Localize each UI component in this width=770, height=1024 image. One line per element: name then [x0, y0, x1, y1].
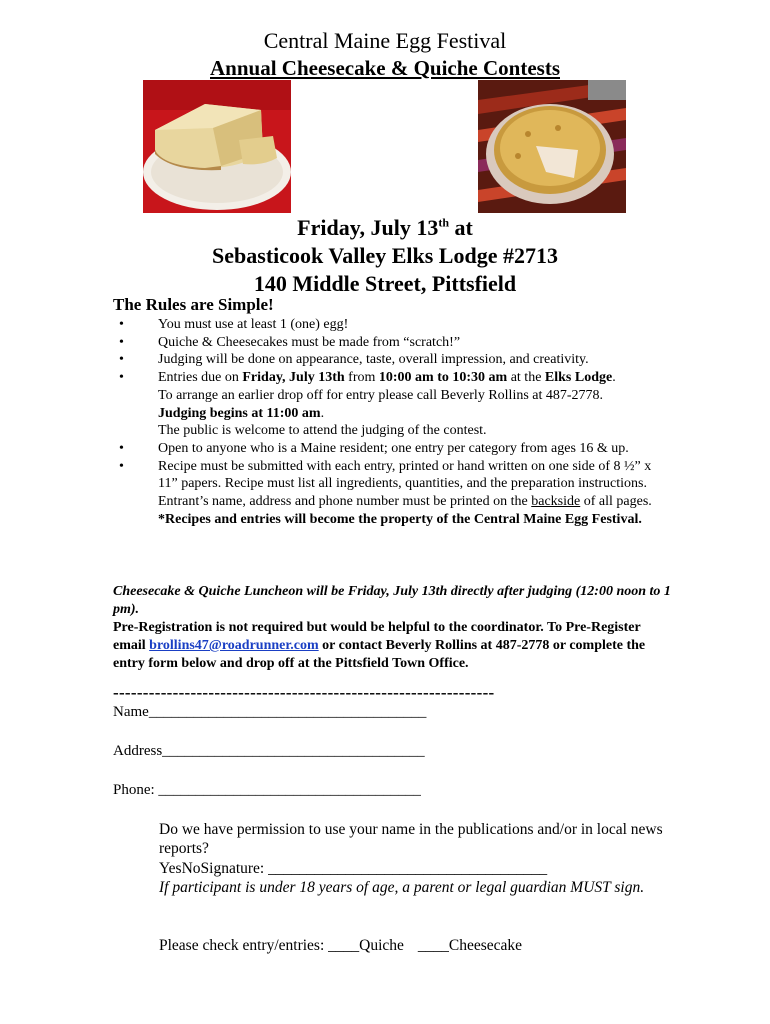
rule-item: • Recipe must be submitted with each entry, printed or hand written on one side of 8 ½” x 11” papers. Recipe must list all ingredients, quantities, and the preparation instructions. Entrant’s name, address and phone number must be printed on the backside of all pages. *Recipes and entries will become the property of the Central Maine Egg Festival. [119, 458, 652, 527]
rules-heading: The Rules are Simple! [113, 295, 274, 314]
rule-item: • Quiche & Cheesecakes must be made from “scratch!” [119, 334, 461, 350]
luncheon-note: Cheesecake & Quiche Luncheon will be Friday, July 13th directly after judging (12:00 noon to 1 pm). [113, 584, 671, 617]
signature-field[interactable]: Signature: ____________________________________ [200, 860, 548, 877]
guardian-note: If participant is under 18 years of age, a parent or legal guardian MUST sign. [159, 879, 645, 896]
event-address: 140 Middle Street, Pittsfield [253, 271, 517, 296]
quiche-photo [478, 80, 626, 213]
cut-divider: ---------------------------------------------------------------- [113, 683, 495, 702]
rules-list [113, 316, 673, 528]
page-subtitle: Annual Cheesecake & Quiche Contests [210, 56, 560, 80]
permission-question: Do we have permission to use your name in the publications and/or in local news reports? [159, 821, 663, 857]
rule-item: • Judging will be done on appearance, taste, overall impression, and creativity. [119, 352, 589, 368]
address-field[interactable]: Address___________________________________ [113, 743, 425, 759]
phone-field[interactable]: Phone: ___________________________________ [113, 782, 421, 798]
entry-check-row [159, 936, 669, 955]
yes-option[interactable]: Yes [159, 860, 182, 877]
event-date: Friday, July 13th at [297, 215, 473, 240]
rule-item: • Open to anyone who is a Maine resident; one entry per category from ages 16 & up. [119, 440, 629, 456]
rule-item: • You must use at least 1 (one) egg! [119, 317, 349, 332]
permission-answer-row [159, 859, 669, 878]
no-option[interactable]: No [181, 860, 201, 877]
cheesecake-checkbox[interactable]: ____Cheesecake [417, 937, 523, 954]
rule-item: • Entries due on Friday, July 13th from 10:00 am to 10:30 am at the Elks Lodge. To arrange an earlier drop off for entry please call Beverly Rollins at 487-2778. Judging begins at 11:00 am. The public is welcome to attend the judging of the contest. [119, 370, 616, 439]
preregistration-note: Pre-Registration is not required but would be helpful to the coordinator. To Pre-Register email brollins47@roadrunner.com or contact Beverly Rollins at 487-2778 or complete the entry form below and drop off at the Pittsfield Town Office. [113, 620, 646, 671]
cheesecake-photo [143, 80, 291, 213]
email-link[interactable]: brollins47@roadrunner.com [149, 638, 319, 653]
event-venue: Sebasticook Valley Elks Lodge #2713 [212, 243, 558, 268]
page-title: Central Maine Egg Festival [263, 28, 507, 53]
quiche-checkbox[interactable]: Please check entry/entries: ____Quiche [159, 937, 404, 954]
name-field[interactable]: Name_____________________________________ [113, 704, 427, 720]
